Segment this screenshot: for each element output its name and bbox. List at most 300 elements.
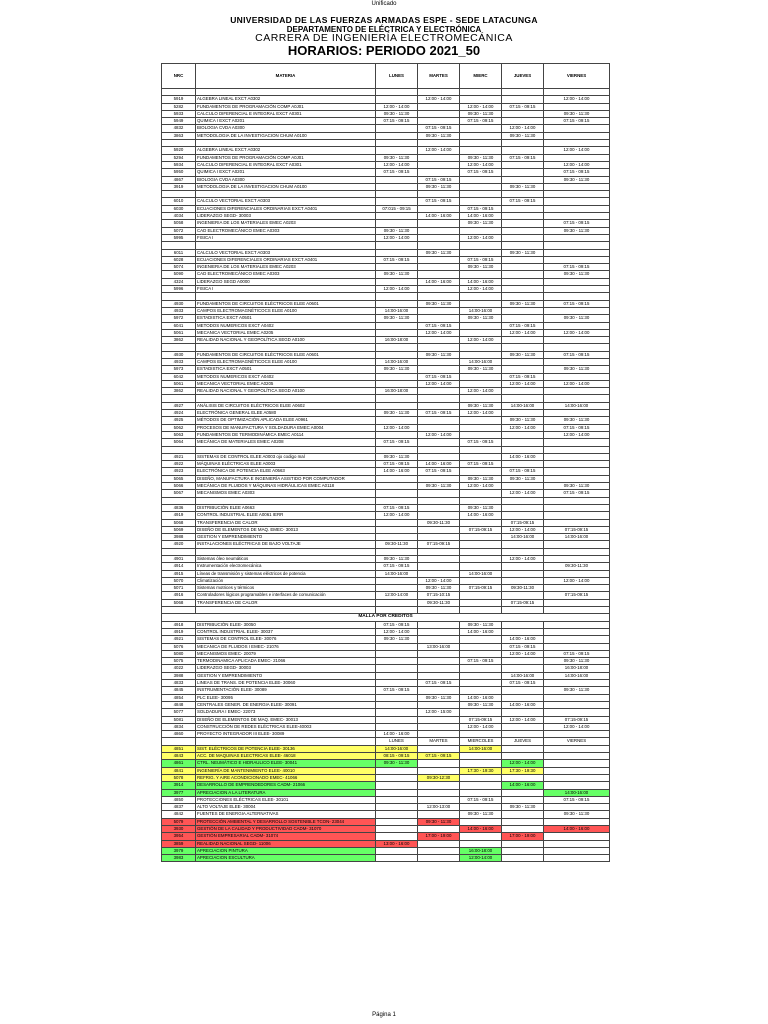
table-cell <box>544 154 610 161</box>
table-cell: 5090 <box>162 271 196 278</box>
table-cell: 6010 <box>162 198 196 205</box>
table-cell: 5294 <box>162 154 196 161</box>
spacer-cell <box>376 446 418 453</box>
spacer-cell <box>460 395 502 402</box>
table-row <box>162 767 610 774</box>
table-cell <box>502 774 544 781</box>
table-cell: 12:00 - 14:00 <box>376 234 418 241</box>
spacer-row <box>162 607 610 614</box>
table-cell: 07:15 - 09:15 <box>376 169 418 176</box>
table-cell <box>544 278 610 285</box>
table-row <box>162 490 610 497</box>
table-row <box>162 351 610 358</box>
table-cell <box>460 227 502 234</box>
table-cell <box>418 745 460 752</box>
table-row <box>162 847 610 854</box>
table-cell: 5076 <box>162 643 196 650</box>
table-cell <box>418 716 460 723</box>
column-header: LUNES <box>376 64 418 89</box>
table-cell <box>418 118 460 125</box>
table-row <box>162 110 610 117</box>
spacer-cell <box>376 89 418 96</box>
table-cell <box>460 534 502 541</box>
table-cell: 14:00 - 16:00 <box>460 278 502 285</box>
table-cell: 09:30 - 11:30 <box>460 621 502 628</box>
table-cell: Climatización <box>196 577 376 584</box>
table-cell <box>460 373 502 380</box>
table-cell <box>418 307 460 314</box>
table-cell <box>544 694 610 701</box>
table-cell: 14:00 - 16:00 <box>418 213 460 220</box>
table-cell: 07:15-09:15 <box>418 541 460 548</box>
table-row <box>162 227 610 234</box>
table-cell <box>544 198 610 205</box>
spacer-cell <box>196 293 376 300</box>
table-cell: 12:00 - 14:00 <box>376 286 418 293</box>
table-cell: 09:30 - 11:30 <box>376 227 418 234</box>
table-cell: 09:30 - 11:30 <box>544 176 610 183</box>
table-cell <box>502 570 544 577</box>
table-row <box>162 599 610 606</box>
table-cell: 09:30 - 11:30 <box>376 556 418 563</box>
table-cell: 12:00 - 14:00 <box>502 556 544 563</box>
table-cell: 5068 <box>162 519 196 526</box>
table-cell <box>502 818 544 825</box>
table-cell <box>502 483 544 490</box>
column-header: MARTES <box>418 64 460 89</box>
table-cell <box>544 701 610 708</box>
table-cell: 09:30-11:30 <box>418 599 460 606</box>
table-cell <box>502 388 544 395</box>
table-cell <box>460 833 502 840</box>
table-cell <box>460 804 502 811</box>
table-cell: 3977 <box>162 789 196 796</box>
table-cell: 09:30 - 11:30 <box>544 658 610 665</box>
table-cell <box>502 709 544 716</box>
spacer-cell <box>196 242 376 249</box>
table-row <box>162 366 610 373</box>
spacer-cell <box>460 191 502 198</box>
table-cell: ACC. DE MAQUINAS ELECTRICAS ELEE- 46018 <box>196 753 376 760</box>
table-cell: 07:15 - 09:15 <box>418 753 460 760</box>
table-cell <box>502 745 544 752</box>
table-row <box>162 796 610 803</box>
spacer-cell <box>162 293 196 300</box>
table-cell: 09:30 - 11:30 <box>376 271 418 278</box>
table-cell <box>418 672 460 679</box>
spacer-cell <box>418 140 460 147</box>
table-cell: 09:30 - 11:30 <box>544 110 610 117</box>
table-cell <box>376 650 418 657</box>
table-cell <box>418 767 460 774</box>
table-cell <box>376 475 418 482</box>
table-row <box>162 315 610 322</box>
spacer-cell <box>502 344 544 351</box>
table-cell: 5068 <box>162 599 196 606</box>
spacer-cell <box>502 548 544 555</box>
table-row <box>162 234 610 241</box>
spacer-cell <box>376 191 418 198</box>
table-cell: CAMPOS ELECTROMAGNÉTICOCS ELEE A0100 <box>196 358 376 365</box>
table-cell <box>544 132 610 139</box>
spacer-cell <box>544 191 610 198</box>
table-row <box>162 161 610 168</box>
table-cell <box>460 468 502 475</box>
table-cell: 12:00 - 14:00 <box>460 483 502 490</box>
table-cell <box>544 570 610 577</box>
table-cell <box>460 556 502 563</box>
spacer-cell <box>544 497 610 504</box>
table-cell <box>460 599 502 606</box>
table-cell: 07:15 - 09:15 <box>544 220 610 227</box>
table-cell: 5919 <box>162 96 196 103</box>
table-cell: MÁQUINAS ELÉCTRICAS ELEE A0003 <box>196 461 376 468</box>
spacer-cell <box>460 140 502 147</box>
spacer-row <box>162 140 610 147</box>
table-row <box>162 322 610 329</box>
table-cell: 09:30 - 11:30 <box>376 366 418 373</box>
table-cell: 09:30 - 11:30 <box>460 811 502 818</box>
table-cell: 09:30 - 11:30 <box>460 220 502 227</box>
spacer-cell <box>460 446 502 453</box>
table-cell: CALCULO DIFERENCIAL E INTEGRAL EXCT A0301 <box>196 161 376 168</box>
table-cell: 09:30 - 11:30 <box>376 410 418 417</box>
table-cell <box>502 337 544 344</box>
spacer-cell <box>544 607 610 614</box>
table-cell <box>544 628 610 635</box>
table-cell: 09:30 - 11:30 <box>418 818 460 825</box>
table-cell: 07:15 - 09:15 <box>460 658 502 665</box>
table-cell: REFRIG. Y AIRE ACONDICIONADO EMEC- 41066 <box>196 774 376 781</box>
table-cell: 5071 <box>162 585 196 592</box>
table-cell <box>502 118 544 125</box>
table-cell: 09:30 - 11:30 <box>418 351 460 358</box>
table-row <box>162 585 610 592</box>
table-cell: 4842 <box>162 811 196 818</box>
table-cell <box>544 753 610 760</box>
table-cell <box>544 468 610 475</box>
table-cell <box>502 461 544 468</box>
table-cell: 4833 <box>162 680 196 687</box>
table-cell: 12:00 - 14:00 <box>502 526 544 533</box>
table-cell: 09:30 - 11:30 <box>460 402 502 409</box>
table-cell <box>460 96 502 103</box>
table-row <box>162 636 610 643</box>
table-cell: 17:30 - 19:30 <box>460 767 502 774</box>
table-cell: DISEÑO DE ELEMENTOS DE MAQ. EMEC- 30013 <box>196 526 376 533</box>
column-header: MATERIA <box>196 64 376 89</box>
spacer-cell <box>196 395 376 402</box>
table-cell: LINEAS DE TRANS. DE POTENCIA ELEE- 30060 <box>196 680 376 687</box>
table-cell <box>376 125 418 132</box>
table-cell <box>460 577 502 584</box>
spacer-cell <box>196 344 376 351</box>
schedule-body <box>162 64 610 862</box>
table-cell <box>418 337 460 344</box>
table-cell: 3919 <box>162 183 196 190</box>
spacer-cell <box>376 548 418 555</box>
table-cell <box>544 767 610 774</box>
section-title: MALLA POR CRÉDITOS <box>162 614 610 621</box>
table-cell <box>376 249 418 256</box>
table-cell: 09:30 - 11:30 <box>460 366 502 373</box>
spacer-cell <box>502 242 544 249</box>
table-cell <box>460 680 502 687</box>
table-cell <box>460 490 502 497</box>
table-cell: 5933 <box>162 110 196 117</box>
table-cell <box>544 205 610 212</box>
table-cell <box>376 534 418 541</box>
spacer-cell <box>162 497 196 504</box>
table-cell <box>544 774 610 781</box>
table-cell <box>376 526 418 533</box>
spacer-cell <box>460 607 502 614</box>
table-cell: 07:15 - 09:15 <box>544 650 610 657</box>
table-cell: 17:00 - 19:00 <box>418 833 460 840</box>
spacer-row <box>162 446 610 453</box>
table-cell: LIDERAZGO SEGD- 30003 <box>196 665 376 672</box>
table-cell <box>418 789 460 796</box>
table-cell: 4861 <box>162 760 196 767</box>
table-cell <box>418 358 460 365</box>
table-cell: 4933 <box>162 358 196 365</box>
table-cell <box>502 410 544 417</box>
table-cell: BIOLOGIA CVDA A0300 <box>196 125 376 132</box>
table-cell <box>418 723 460 730</box>
column-header: NRC <box>162 64 196 89</box>
table-cell: 07:15-09:15 <box>544 526 610 533</box>
spacer-cell <box>376 607 418 614</box>
table-cell <box>544 731 610 738</box>
table-cell: 14:00-16:00 <box>460 570 502 577</box>
table-row <box>162 213 610 220</box>
table-cell <box>544 512 610 519</box>
table-cell: 4919 <box>162 628 196 635</box>
table-cell: REALIDAD NACIONAL Y GEOPOLÍTICA SEGD A0100 <box>196 388 376 395</box>
table-cell: 09:30 - 11:30 <box>502 249 544 256</box>
table-cell: 09:30 - 11:30 <box>460 264 502 271</box>
spacer-cell <box>460 293 502 300</box>
table-cell: Sistemas óleo neumáticos <box>196 556 376 563</box>
table-cell: 4836 <box>162 504 196 511</box>
table-cell <box>418 205 460 212</box>
table-cell <box>460 650 502 657</box>
table-row <box>162 774 610 781</box>
university-title: UNIVERSIDAD DE LAS FUERZAS ARMADAS ESPE - SEDE LATACUNGA <box>230 15 538 25</box>
table-cell: 12:00 - 14:00 <box>502 490 544 497</box>
table-cell: 07:15 - 09:15 <box>376 439 418 446</box>
table-cell: 09:30 - 11:30 <box>376 315 418 322</box>
table-cell <box>418 424 460 431</box>
table-cell: Líneas de transmisión y sistemas eléctricos de potencia <box>196 570 376 577</box>
table-cell: 08:15 - 09:15 <box>376 753 418 760</box>
table-cell: 09:30 - 11:30 <box>460 475 502 482</box>
table-cell: SISTEMAS DE CONTROL ELEE- 30076 <box>196 636 376 643</box>
table-cell: CALCULO DIFERENCIAL E INTEGRAL EXCT A0301 <box>196 110 376 117</box>
table-cell: 5950 <box>162 169 196 176</box>
table-cell <box>418 847 460 854</box>
table-cell: GESTIÓN EMPRESARIAL CADM- 31074 <box>196 833 376 840</box>
table-cell: Controladores lógicos programables e interfaces de comunicación <box>196 592 376 599</box>
table-cell <box>376 380 418 387</box>
table-cell <box>544 643 610 650</box>
table-cell <box>460 643 502 650</box>
table-cell: 07:15-09:15 <box>544 716 610 723</box>
table-cell: CONTROL INDUSTRIAL ELEE- 30037 <box>196 628 376 635</box>
table-cell <box>544 388 610 395</box>
table-cell: DISTRIBUCIÓN ELEE A0663 <box>196 504 376 511</box>
table-cell: DESARROLLO DE EMPRENDEDORES CADM- 21066 <box>196 782 376 789</box>
table-row <box>162 147 610 154</box>
table-cell: 12:00 - 14:00 <box>460 723 502 730</box>
spacer-cell <box>162 446 196 453</box>
table-cell: APRECIACION A LA LITERATURA <box>196 789 376 796</box>
table-cell: FUNDAMENTOS DE PROGRAMACIÓN COMP A0J01 <box>196 103 376 110</box>
table-row <box>162 431 610 438</box>
table-row <box>162 504 610 511</box>
table-cell: 09:30 - 11:30 <box>460 701 502 708</box>
table-cell <box>502 256 544 263</box>
table-cell <box>502 577 544 584</box>
table-cell <box>418 286 460 293</box>
table-cell <box>502 541 544 548</box>
table-cell: 17:30 - 19:30 <box>502 767 544 774</box>
table-cell: 12:00 - 14:00 <box>544 161 610 168</box>
table-cell: 3862 <box>162 337 196 344</box>
table-cell <box>460 818 502 825</box>
table-cell: 16:00-18:00 <box>460 847 502 854</box>
table-cell: 12:00 - 14:00 <box>376 424 418 431</box>
table-cell: 14:00-16:00 <box>460 358 502 365</box>
table-cell <box>544 760 610 767</box>
table-cell <box>544 249 610 256</box>
table-cell: GESTIÓN DE LA CALIDAD Y PRODUCTIVIDAD CADM- 31070 <box>196 825 376 832</box>
table-cell: METODOS NUMERICOS EXCT A0402 <box>196 322 376 329</box>
table-cell: 14:00 - 16:00 <box>460 512 502 519</box>
spacer-row <box>162 191 610 198</box>
table-cell: 07:15 - 09:15 <box>460 256 502 263</box>
table-row <box>162 307 610 314</box>
table-cell: 07:015 - 09:15 <box>376 205 418 212</box>
table-cell: 09:30 - 11:30 <box>544 366 610 373</box>
table-cell: 12:00-14:00 <box>376 592 418 599</box>
table-cell <box>502 439 544 446</box>
table-cell <box>418 512 460 519</box>
page-footer: Página 1 <box>372 1012 396 1018</box>
table-cell: 07:15 - 09:15 <box>418 468 460 475</box>
table-row <box>162 512 610 519</box>
table-cell <box>376 483 418 490</box>
table-cell <box>544 847 610 854</box>
table-cell: APRECIACION PINTURA <box>196 847 376 854</box>
table-cell <box>502 278 544 285</box>
table-cell: 09:30 - 11:30 <box>502 300 544 307</box>
table-cell: 07:15 - 09:15 <box>544 424 610 431</box>
table-cell: 12:00 - 14:00 <box>460 103 502 110</box>
table-cell: 16:00-18:00 <box>376 388 418 395</box>
table-row <box>162 380 610 387</box>
table-cell <box>460 183 502 190</box>
table-cell: 12:00 - 14:00 <box>544 577 610 584</box>
table-cell <box>460 774 502 781</box>
table-cell: 09:30 - 11:30 <box>376 110 418 117</box>
table-cell <box>418 227 460 234</box>
table-cell: LUNES <box>376 738 418 745</box>
table-cell <box>376 490 418 497</box>
spacer-cell <box>376 293 418 300</box>
table-cell: 09:30 - 11:30 <box>418 132 460 139</box>
table-cell: TRANSFERENCIA DE CALOR <box>196 519 376 526</box>
table-row <box>162 271 610 278</box>
table-cell: METODOLOGIA DE LA INVESTIGACION CHUM A0100 <box>196 183 376 190</box>
table-cell: ALGEBRA LINEAL EXCT A0302 <box>196 96 376 103</box>
table-cell <box>376 431 418 438</box>
table-row <box>162 417 610 424</box>
table-cell: 5061 <box>162 380 196 387</box>
table-cell: INSTALACIONES ELÉCTRICAS DE BAJO VOLTAJE <box>196 541 376 548</box>
table-cell: 5080 <box>162 650 196 657</box>
table-cell: 5949 <box>162 118 196 125</box>
table-cell <box>502 431 544 438</box>
top-label: Unificado <box>371 1 397 7</box>
table-cell <box>418 169 460 176</box>
table-row <box>162 534 610 541</box>
table-cell: 07:15 - 09:15 <box>502 103 544 110</box>
table-cell: 07:15 - 09:15 <box>502 373 544 380</box>
table-cell: 4854 <box>162 694 196 701</box>
spacer-row <box>162 89 610 96</box>
table-cell: REALIDAD NACIONAL SEGD- 11006 <box>196 840 376 847</box>
table-cell: INGENIERIA DE LOS MATERIALES EMEC A0203 <box>196 220 376 227</box>
table-cell <box>502 264 544 271</box>
spacer-cell <box>376 242 418 249</box>
table-cell <box>460 782 502 789</box>
table-cell: 12:00 - 14:00 <box>376 512 418 519</box>
table-row <box>162 183 610 190</box>
table-cell: 14:00 - 16:00 <box>460 694 502 701</box>
table-cell: 4921 <box>162 453 196 460</box>
table-cell: 14:00 - 16:00 <box>502 782 544 789</box>
table-cell <box>544 475 610 482</box>
table-cell: 07:15 - 09:15 <box>460 461 502 468</box>
table-cell: 09:30 - 11:30 <box>544 315 610 322</box>
table-cell: 12:00 - 14:00 <box>418 147 460 154</box>
spacer-cell <box>162 89 196 96</box>
table-cell: 12:00 - 14:00 <box>502 424 544 431</box>
table-cell: 12:00 - 14:00 <box>460 410 502 417</box>
table-cell: 09:30 - 11:30 <box>460 154 502 161</box>
spacer-cell <box>460 497 502 504</box>
table-cell: 07:15 - 09:15 <box>418 198 460 205</box>
table-cell <box>544 307 610 314</box>
table-cell: 14:00 - 16:00 <box>460 628 502 635</box>
table-cell: 09:30 - 11:30 <box>502 804 544 811</box>
table-cell <box>418 504 460 511</box>
table-cell <box>376 723 418 730</box>
table-cell <box>502 110 544 117</box>
table-row <box>162 96 610 103</box>
table-cell: CAD ELECTROMECÁNICO EMEC A0303 <box>196 271 376 278</box>
table-cell <box>376 767 418 774</box>
table-cell <box>460 329 502 336</box>
table-cell <box>418 264 460 271</box>
table-cell <box>376 417 418 424</box>
table-cell: 12:00 - 14:00 <box>544 380 610 387</box>
table-cell <box>376 585 418 592</box>
table-cell: 09:30 - 11:30 <box>460 110 502 117</box>
table-cell: 5920 <box>162 147 196 154</box>
spacer-cell <box>502 607 544 614</box>
